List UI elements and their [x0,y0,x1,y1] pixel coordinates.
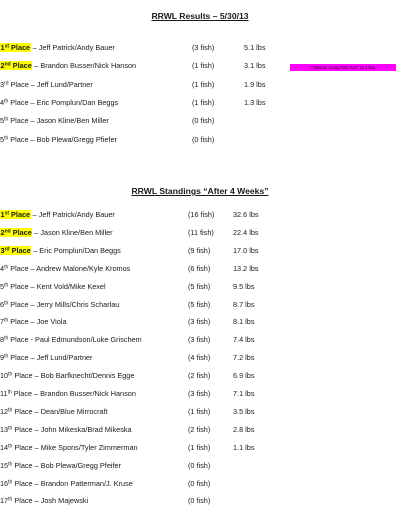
rank-suffix: th [4,300,9,306]
weight: 2.8 lbs [233,424,255,434]
weight: 7.1 lbs [233,389,255,398]
weight: 7.2 lbs [233,353,255,363]
rank-number: 7 [0,317,5,327]
team-names: – Kent Vold/Mike Kexel [28,281,106,291]
team-names: – Brandon Patterman/J. Kruse [32,478,133,488]
place-label [0,406,108,417]
rank-suffix: th [4,116,9,123]
place-word: Place [10,79,29,89]
standings-row [0,478,400,489]
rank-suffix: th [8,496,13,503]
rank-number: 2 [0,61,5,71]
rank [0,210,31,219]
rank [0,264,29,273]
rank-suffix: st [4,43,10,50]
rank-number: 1 [0,43,5,52]
rank [0,407,33,416]
place-label [0,245,121,256]
fish-count: (5 fish) [188,299,211,309]
rank-suffix: th [4,317,9,324]
place-word: Place [14,478,33,488]
team-names: – Jeff Patrick/Andy Bauer [30,43,115,52]
place-label [0,42,115,53]
team-names: – Josh Majewski [32,496,89,506]
rank [0,80,29,89]
rank-suffix: th [8,479,13,485]
place-label [0,299,119,310]
rank [0,335,29,344]
rank-number: 4 [0,263,5,273]
place-label [0,97,118,108]
fish-count: (0 fish) [188,496,211,506]
results-row [0,97,400,108]
standings-row [0,460,400,471]
fish-count: (2 fish) [188,371,211,381]
place-word: Place [12,61,32,71]
place-label [0,134,117,145]
rank-number: 13 [0,424,9,434]
rank [0,116,29,125]
rank-number: 3 [0,79,5,89]
team-names: – John Mikeska/Brad Mikeska [32,424,132,434]
results-row [0,134,400,145]
place-label [0,115,109,126]
standings-row [0,209,400,220]
rank-suffix: rd [4,80,9,87]
fish-count: (1 fish) [192,79,215,89]
fish-count: (2 fish) [188,424,211,434]
team-names: – Eric Pomplun/Dan Beggs [28,97,119,107]
rank [0,135,29,144]
place-label [0,79,93,90]
place-label [0,460,121,471]
fish-count: (0 fish) [188,478,211,488]
place-label [0,263,130,274]
fish-count: (0 fish) [192,116,215,126]
place-label [0,388,136,399]
rank [0,300,29,309]
team-names: – Jerry Mills/Chris Scharlau [28,299,120,309]
rank [0,246,31,255]
rank-suffix: th [8,443,13,450]
rank-number: 6 [0,299,5,309]
standings-row [0,406,400,417]
fish-count: (3 fish) [188,389,211,398]
fish-count: (3 fish) [188,335,211,345]
rank-number: 15 [0,460,9,470]
results-row [0,60,400,71]
rank-number: 1 [0,210,5,219]
place-word: Place [10,97,29,107]
fish-count: (4 fish) [188,353,211,363]
fish-count: (1 fish) [192,61,215,71]
team-names: – Brandon Busser/Nick Hanson [32,389,136,398]
place-label [0,316,67,327]
weight: 8.1 lbs [233,317,255,327]
rank-suffix: th [8,425,13,432]
place-label [0,495,88,506]
team-names: – Eric Pomplun/Dan Beggs [31,245,121,255]
team-names: – Jason Kline/Ben Miller [32,227,113,237]
rank-number: 2 [0,227,5,237]
rank-suffix: rd [4,246,10,253]
place-word: Place [10,281,29,291]
rank-suffix: nd [4,228,11,235]
rank-suffix: th [8,461,13,468]
rank-number: 17 [0,496,9,506]
rank-suffix: th [4,282,9,289]
team-names: – Joe Viola [28,317,67,327]
place-word: Place [14,371,33,381]
team-names: - Paul Edmundson/Luke Grischem [28,335,142,345]
rank-suffix: th [7,389,12,396]
standings-row [0,388,400,399]
place-word: Place [14,424,33,434]
weight: 3.5 lbs [233,406,255,416]
weight: 1.9 lbs [244,79,266,89]
place-label [0,227,113,238]
place-word: Place [10,299,29,309]
place-label [0,60,136,71]
place-label [0,209,115,220]
results-row [0,42,400,53]
rank-number: 8 [0,335,5,345]
place-word: Place [14,442,33,452]
place-word: Place [10,116,29,126]
rank-number: 11 [0,389,8,398]
weight: 17.0 lbs [233,245,259,255]
standings-row [0,424,400,435]
rank [0,389,32,398]
place-word: Place [10,263,29,273]
weight: 1.1 lbs [233,442,255,452]
results-title: RRWL Results – 5/30/13 [151,11,249,21]
weight: 3.1 lbs [244,61,266,71]
rank-number: 9 [0,353,5,363]
team-names: – Brandon Busser/Nick Hanson [32,61,137,71]
team-names: – Bob Barfknecht/Dennis Egge [32,371,135,381]
big-fish-note: **Winner of Big Fish Pot** (5.1 lbs) [290,64,396,71]
fish-count: (0 fish) [192,134,215,144]
place-label [0,424,132,435]
standings-row [0,442,400,453]
fish-count: (5 fish) [188,281,211,291]
weight: 7.4 lbs [233,335,255,345]
place-word: Place [11,43,31,52]
place-word: Place [14,406,33,416]
rank-suffix: th [4,135,9,141]
rank [0,61,32,70]
standings-row [0,263,400,274]
weight: 1.3 lbs [244,97,266,107]
place-word: Place [13,389,33,398]
rank-suffix: th [4,98,9,105]
rank [0,496,33,505]
results-row [0,79,400,90]
place-word: Place [10,134,29,144]
place-label [0,478,133,489]
place-word: Place [12,227,32,237]
weight: 5.1 lbs [244,43,266,52]
rank-suffix: st [4,210,10,217]
rank [0,98,29,107]
rank-number: 16 [0,478,9,488]
rank [0,371,33,380]
fish-count: (3 fish) [188,317,211,327]
fish-count: (1 fish) [192,97,215,107]
standings-row [0,245,400,256]
standings-row [0,281,400,292]
rank [0,443,33,452]
weight: 13.2 lbs [233,263,259,273]
place-label [0,352,93,363]
fish-count: (0 fish) [188,460,211,470]
standings-row [0,316,400,327]
rank-number: 3 [0,245,5,255]
rank-suffix: nd [4,61,11,68]
rank-number: 10 [0,371,9,381]
rank-suffix: th [8,407,13,414]
place-label [0,370,134,381]
fish-count: (3 fish) [192,43,215,52]
rank [0,479,33,488]
rank [0,43,31,52]
place-word: Place [10,317,29,327]
rank-suffix: th [4,264,9,271]
place-label [0,334,142,345]
rank [0,353,29,362]
fish-count: (6 fish) [188,263,211,273]
standings-row [0,352,400,363]
place-word: Place [11,245,31,255]
rank [0,317,29,326]
weight: 22.4 lbs [233,227,259,237]
standings-row [0,227,400,238]
rank [0,425,33,434]
place-label [0,281,106,292]
rank-number: 5 [0,281,5,291]
place-word: Place [14,496,33,506]
team-names: – Mike Spons/Tyler Zimmerman [32,442,138,452]
rank-suffix: th [4,353,9,360]
fish-count: (16 fish) [188,210,215,219]
fish-count: (1 fish) [188,442,211,452]
rank-suffix: th [4,335,9,342]
standings-row [0,334,400,345]
fish-count: (1 fish) [188,406,211,416]
weight: 32.6 lbs [233,210,259,219]
standings-row [0,370,400,381]
weight: 9.5 lbs [233,281,255,291]
place-word: Place [11,210,31,219]
team-names: – Dean/Blue Mirrocraft [32,406,108,416]
standings-row [0,495,400,506]
team-names: – Jeff Patrick/Andy Bauer [30,210,115,219]
place-word: Place [10,353,29,363]
team-names: – Jeff Lund/Partner [28,79,93,89]
weight: 8.7 lbs [233,299,255,309]
team-names: – Jeff Lund/Partner [28,353,93,363]
rank-number: 5 [0,116,5,126]
rank-number: 12 [0,406,9,416]
team-names: – Andrew Malone/Kyle Kromos [28,263,131,273]
rank-number: 14 [0,442,9,452]
team-names: – Bob Plewa/Gregg Pfeifer [32,460,122,470]
place-label [0,442,138,453]
rank-number: 5 [0,134,5,144]
rank-suffix: th [8,371,13,378]
place-word: Place [14,460,33,470]
fish-count: (11 fish) [188,227,214,237]
standings-title: RRWL Standings “After 4 Weeks” [131,186,269,196]
fish-count: (9 fish) [188,245,211,255]
results-row [0,115,400,126]
place-word: Place [10,335,29,345]
team-names: – Jason Kline/Ben Miller [28,116,109,126]
rank [0,228,32,237]
standings-row [0,299,400,310]
team-names: – Bob Plewa/Gregg Pfiefer [28,134,117,144]
rank [0,461,33,470]
rank-number: 4 [0,97,5,107]
weight: 6.9 lbs [233,371,255,381]
rank [0,282,29,291]
